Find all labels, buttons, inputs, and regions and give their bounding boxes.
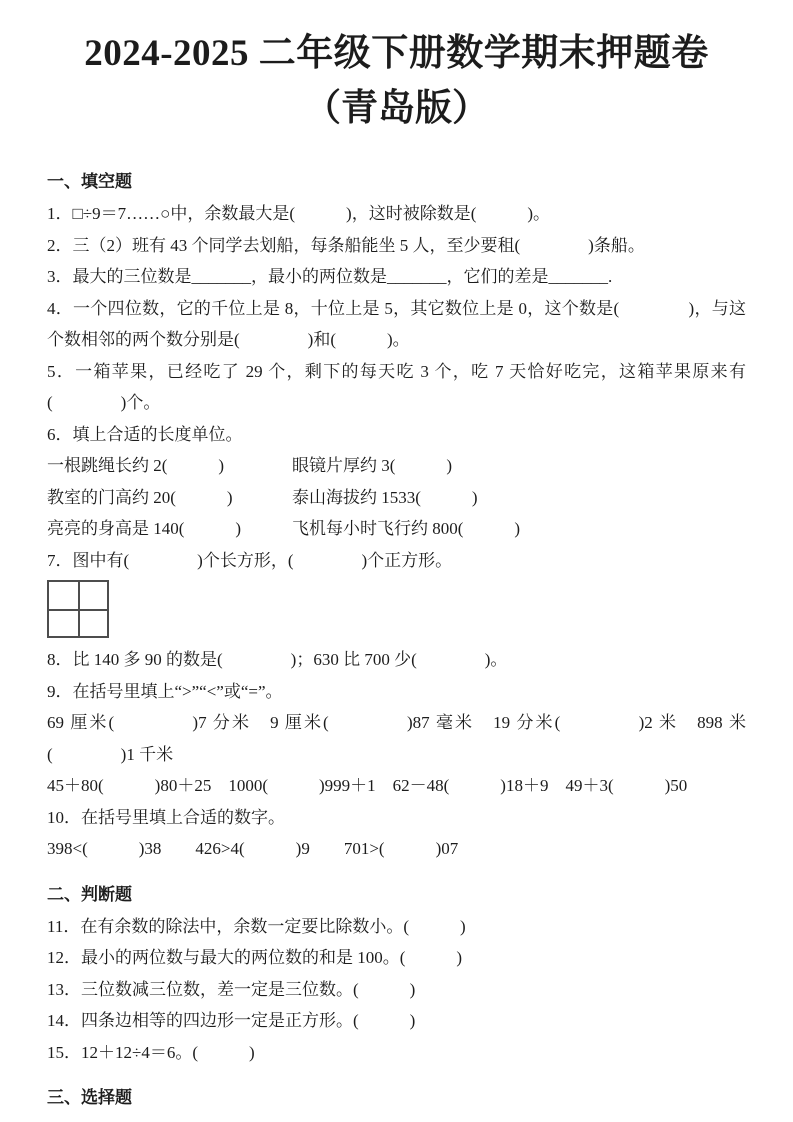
q6-row-1 [47, 450, 746, 482]
question-15: 15．12＋12÷4＝6。( ) [47, 1042, 255, 1062]
q6-row-3 [47, 513, 746, 545]
question-5: 5．一箱苹果，已经吃了 29 个，剩下的每天吃 3 个，吃 7 天恰好吃完，这箱苹果原来有( )个。 [47, 361, 746, 412]
q6-row-1-left: 一根跳绳长约 2( ) [47, 456, 225, 475]
q6-row-1-right: 眼镜片厚约 3( ) [292, 456, 453, 475]
section-heading-multiple-choice: 三、选择题 [47, 1088, 132, 1107]
q10-fill-line: 398<( )38 426>4( )9 701>( )07 [47, 839, 459, 858]
section-heading-true-false: 二、判断题 [47, 884, 132, 904]
question-4: 4．一个四位数，它的千位上是 8，十位上是 5，其它数位上是 0，这个数是( )，与这个数相邻的两个数分别是( )和( )。 [47, 298, 746, 349]
q9-compare-line-2: 45＋80( )80＋25 1000( )999＋1 62－48( )18＋9 49＋3( )50 [47, 776, 688, 795]
question-13: 13．三位数减三位数，差一定是三位数。( ) [47, 979, 416, 999]
question-12: 12．最小的两位数与最大的两位数的和是 100。( ) [47, 948, 463, 967]
q6-row-2 [47, 482, 746, 514]
question-3: 3．最大的三位数是_______，最小的两位数是_______，它们的差是_______. [47, 267, 613, 286]
exam-title: 2024-2025 二年级下册数学期末押题卷 [84, 33, 709, 74]
q6-row-3-right: 飞机每小时飞行约 800( ) [292, 519, 521, 538]
grid-horizontal-line [49, 609, 107, 611]
question-1: 1．□÷9＝7……○中，余数最大是( )，这时被除数是( )。 [47, 204, 551, 223]
exam-subtitle: （青岛版） [304, 88, 489, 129]
question-6: 6．填上合适的长度单位。 [47, 424, 243, 444]
question-2: 2．三（2）班有 43 个同学去划船，每条船能坐 5 人，至少要租( )条船。 [47, 235, 645, 255]
q6-row-2-right: 泰山海拔约 1533( ) [292, 487, 478, 507]
q6-row-2-left: 教室的门高约 20( ) [47, 487, 233, 507]
section-heading-fill-blank: 一、填空题 [47, 172, 132, 191]
question-14: 14．四条边相等的四边形一定是正方形。( ) [47, 1011, 416, 1030]
question-10: 10．在括号里填上合适的数字。 [47, 807, 285, 827]
q9-compare-line-1: 69 厘米( )7 分米 9 厘米( )87 毫米 19 分米( )2 米 898 米( )1 千米 [47, 713, 746, 764]
question-11: 11．在有余数的除法中，余数一定要比除数小。( ) [47, 916, 466, 936]
q6-row-3-left: 亮亮的身高是 140( ) [47, 519, 242, 538]
question-7: 7．图中有( )个长方形，( )个正方形。 [47, 550, 453, 570]
q7-grid-figure [47, 580, 109, 638]
question-8: 8．比 140 多 90 的数是( )；630 比 700 少( )。 [47, 650, 508, 669]
question-9: 9．在括号里填上“>”“<”或“=”。 [47, 681, 283, 701]
